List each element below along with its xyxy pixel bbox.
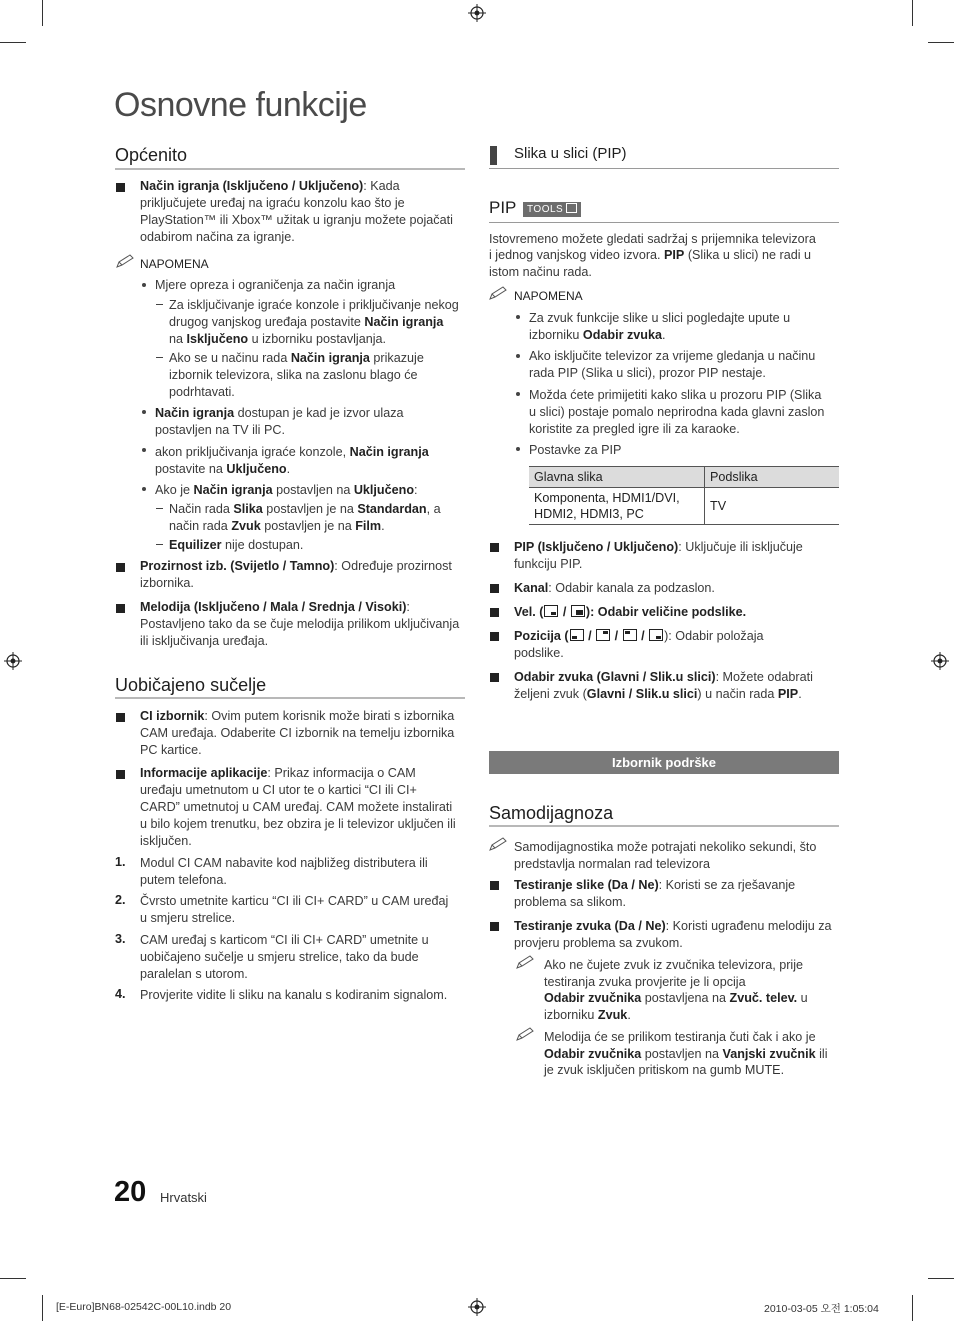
text-line: postavite na Uključeno. xyxy=(155,462,291,476)
section-title-samodijagnoza: Samodijagnoza xyxy=(489,803,614,823)
bullet-dot xyxy=(142,283,146,287)
text-line: izborniku Odabir zvuka. xyxy=(529,328,666,342)
step-number: 4. xyxy=(115,987,126,1001)
text-line: postavljen na TV ili PC. xyxy=(155,423,285,437)
bullet-square xyxy=(490,922,499,931)
registration-mark-icon xyxy=(931,652,949,670)
text-line: u slici) postaje pomalo neprirodna kada glavni zaslon xyxy=(529,405,825,419)
position-bottom-right-icon xyxy=(649,629,663,641)
bullet-square xyxy=(490,543,499,552)
text-line: na Isključeno u izborniku postavljanja. xyxy=(169,332,387,346)
text-line: provjeru problema sa zvukom. xyxy=(514,936,683,950)
section-marker xyxy=(490,146,497,165)
section-title-pip: Slika u slici (PIP) xyxy=(514,145,627,162)
text-line: Equilizer nije dostupan. xyxy=(169,538,304,552)
crop-mark xyxy=(912,0,913,26)
item-pip: PIP (Isključeno / Uključeno): Uključuje ili isključuje xyxy=(514,540,803,554)
text-line: željeni zvuk (Glavni / Slik.u slici) u način rada PIP. xyxy=(514,687,802,701)
text-line: podslike. xyxy=(514,646,564,660)
bullet-dot xyxy=(516,447,520,451)
step-number: 3. xyxy=(115,932,126,946)
text-line: CAM uređaj s karticom “CI ili CI+ CARD” umetnite u xyxy=(140,933,429,947)
text-line: ili isključivanja uređaja. xyxy=(140,634,269,648)
bullet-square xyxy=(490,608,499,617)
crop-mark xyxy=(928,42,954,43)
footer-file: [E-Euro]BN68-02542C-00L10.indb 20 xyxy=(56,1301,232,1313)
size-small-icon xyxy=(544,605,558,617)
bullet-dash xyxy=(156,357,163,358)
bullet-dash xyxy=(156,304,163,305)
text-line: odabirom načina za igranje. xyxy=(140,230,295,244)
section-rule xyxy=(115,697,465,699)
step-number: 1. xyxy=(115,855,126,869)
text-line: izbornika. xyxy=(140,576,194,590)
item-ci-izbornik: CI izbornik: Ovim putem korisnik može birati s izbornika xyxy=(140,709,455,723)
note-label: NAPOMENA xyxy=(140,257,209,271)
registration-mark-icon xyxy=(468,4,486,22)
item-informacije-aplikacije: Informacije aplikacije: Prikaz informacija o CAM xyxy=(140,766,416,780)
text-line: paralelan s utorom. xyxy=(140,967,248,981)
text-line: i jednog vanjskog video izvora. PIP (Slika u slici) ne radi u xyxy=(489,248,812,262)
crop-mark xyxy=(42,0,43,26)
table-header-row xyxy=(529,467,839,488)
text-line: uobičajeno sučelje u smjeru strelice, tako da bude xyxy=(140,950,419,964)
text-line: CAM uređaja. Odaberite CI izbornik na temelju izbornika xyxy=(140,726,455,740)
text-line: drugog vanjskog uređaja postavite Način igranja xyxy=(169,315,444,329)
text-line: predstavlja normalan rad televizora xyxy=(514,857,711,871)
item-prozirnost: Prozirnost izb. (Svijetlo / Tamno): Određuje prozirnost xyxy=(140,559,452,573)
item-odabir-zvuka: Odabir zvuka (Glavni / Slik.u slici): Možete odabrati xyxy=(514,670,813,684)
text-line: CARD” umetnutoj u CAM uređaj. CAM možete instalirati xyxy=(140,800,453,814)
text-line: način rada Zvuk postavljen je na Film. xyxy=(169,519,385,533)
bullet-square xyxy=(116,713,125,722)
bullet-square xyxy=(490,632,499,641)
registration-mark-icon xyxy=(4,652,22,670)
size-large-icon xyxy=(571,605,585,617)
table-header: Podslika xyxy=(705,467,840,488)
text-line: podrhtavati. xyxy=(169,385,235,399)
position-top-right-icon xyxy=(596,629,610,641)
crop-mark xyxy=(928,1278,954,1279)
footer-date: 2010-03-05 오전 1:05:04 xyxy=(764,1303,879,1315)
text-line: Istovremeno možete gledati sadržaj s prijemnika televizora xyxy=(489,232,816,246)
section-rule xyxy=(489,825,839,827)
text-line: Postavljeno tako da se čuje melodija prilikom uključivanja xyxy=(140,617,460,631)
text-line: u smjeru strelice. xyxy=(140,911,236,925)
text-line: Način rada Slika postavljen je na Standardan, a xyxy=(169,502,441,516)
note-pencil-icon xyxy=(489,286,509,300)
page-title: Osnovne funkcije xyxy=(114,86,367,124)
text-line: Postavke za PIP xyxy=(529,443,622,457)
text-line: u bilo kojem trenutku, bez obzira je li televizor uključen ili xyxy=(140,817,456,831)
bullet-square xyxy=(116,563,125,572)
bullet-square xyxy=(490,584,499,593)
bullet-dot xyxy=(142,448,146,452)
language-label: Hrvatski xyxy=(160,1190,207,1205)
crop-mark xyxy=(912,1295,913,1321)
text-line: istom načinu rada. xyxy=(489,265,592,279)
text-line: PlayStation™ ili Xbox™ užitak u igranju možete pojačati xyxy=(140,213,453,227)
table-row xyxy=(529,488,839,525)
section-rule xyxy=(489,222,839,223)
menu-bar-izbornik-podrske: Izbornik podrške xyxy=(489,751,839,774)
bullet-square xyxy=(116,183,125,192)
crop-mark xyxy=(0,42,26,43)
text-line: je zvuk isključen pritiskom na gumb MUTE. xyxy=(544,1063,785,1077)
text-line: izbornik televizora, slika na zaslonu blago će xyxy=(169,368,418,382)
item-testiranje-zvuka: Testiranje zvuka (Da / Ne): Koristi ugrađenu melodiju za xyxy=(514,919,832,933)
text-line: funkciju PIP. xyxy=(514,557,583,571)
text-line: izborniku Zvuk. xyxy=(544,1008,631,1022)
bullet-dash xyxy=(156,508,163,509)
bullet-square xyxy=(116,770,125,779)
text-line: Mjere opreza i ograničenja za način igranja xyxy=(155,278,396,292)
text-line: Ako je Način igranja postavljen na Uključeno: xyxy=(155,483,418,497)
registration-mark-icon xyxy=(468,1298,486,1316)
step-number: 2. xyxy=(115,893,126,907)
note-pencil-icon xyxy=(116,254,136,268)
item-nacin-igranja: Način igranja (Isključeno / Uključeno): Kada xyxy=(140,179,400,193)
text-line: Ako se u načinu rada Način igranja prikazuje xyxy=(169,351,424,365)
text-line: koristite za pregled igre ili za karaoke. xyxy=(529,422,740,436)
crop-mark xyxy=(0,1278,26,1279)
text-line: priključujete uređaj na igraću konzolu kao što je xyxy=(140,196,405,210)
position-top-left-icon xyxy=(623,629,637,641)
section-title-opcenito: Općenito xyxy=(115,145,188,165)
text-line: Modul CI CAM nabavite kod najbližeg distributera ili xyxy=(140,856,428,870)
tools-icon xyxy=(566,203,577,213)
text-line: Ako isključite televizor za vrijeme gledanja u načinu xyxy=(529,349,816,363)
note-pencil-icon xyxy=(516,1027,536,1041)
bullet-dot xyxy=(142,410,146,414)
section-rule xyxy=(489,168,839,169)
text-line: problema sa slikom. xyxy=(514,895,626,909)
text-line: testiranja zvuka provjerite je li opcija xyxy=(544,975,746,989)
section-title-uobicajeno-sucelje: Uobičajeno sučelje xyxy=(115,675,267,695)
text-line: Način igranja dostupan je kad je izvor ulaza xyxy=(155,406,404,420)
text-line: isključen. xyxy=(140,834,192,848)
item-pozicija: Pozicija ( / / / ): Odabir položaja xyxy=(514,629,764,643)
item-velicina: Vel. ( / ): Odabir veličine podslike. xyxy=(514,605,747,619)
item-kanal: Kanal: Odabir kanala za podzaslon. xyxy=(514,581,715,595)
text-line: Ako ne čujete zvuk iz zvučnika televizora, prije xyxy=(544,958,803,972)
text-line: Odabir zvučnika postavljen na Vanjski zvučnik ili xyxy=(544,1047,828,1061)
tools-badge: TOOLS xyxy=(523,202,581,217)
section-rule xyxy=(115,168,465,170)
text-line: putem telefona. xyxy=(140,873,227,887)
pip-title: PIP xyxy=(489,198,517,217)
item-testiranje-slike: Testiranje slike (Da / Ne): Koristi se za rješavanje xyxy=(514,878,796,892)
bullet-dash xyxy=(156,544,163,545)
text-line: Čvrsto umetnite karticu “CI ili CI+ CARD” u CAM uređaj xyxy=(140,894,449,908)
bullet-dot xyxy=(516,354,520,358)
bullet-dot xyxy=(516,315,520,319)
note-label: NAPOMENA xyxy=(514,289,583,303)
text-line: Za isključivanje igraće konzole i priključivanje nekog xyxy=(169,298,459,312)
crop-mark xyxy=(42,1295,43,1321)
text-line: akon priključivanja igraće konzole, Način igranja xyxy=(155,445,429,459)
text-line: Za zvuk funkcije slike u slici pogledajte upute u xyxy=(529,311,791,325)
note-pencil-icon xyxy=(516,955,536,969)
text-line: Odabir zvučnika postavljena na Zvuč. telev. u xyxy=(544,991,808,1005)
note-pencil-icon xyxy=(489,837,509,851)
text-line: Provjerite vidite li sliku na kanalu s kodiranim signalom. xyxy=(140,988,448,1002)
table-cell: Komponenta, HDMI1/DVI, HDMI2, HDMI3, PC xyxy=(529,488,705,525)
bullet-square xyxy=(490,673,499,682)
table-header: Glavna slika xyxy=(529,467,705,488)
item-melodija: Melodija (Isključeno / Mala / Srednja / Visoki): xyxy=(140,600,410,614)
bullet-square xyxy=(490,881,499,890)
text-line: uređaju umetnutom u CI utor te o kartici “CI ili CI+ xyxy=(140,783,417,797)
bullet-square xyxy=(116,604,125,613)
text-line: rada PIP (Slika u slici), prozor PIP nestaje. xyxy=(529,366,766,380)
text-line: PC kartice. xyxy=(140,743,202,757)
pip-settings-table xyxy=(529,466,839,525)
position-bottom-left-icon xyxy=(570,629,584,641)
text-line: Samodijagnostika može potrajati nekoliko sekundi, što xyxy=(514,840,817,854)
text-line: Melodija će se prilikom testiranja čuti čak i ako je xyxy=(544,1030,816,1044)
bullet-dot xyxy=(142,487,146,491)
page-number: 20 xyxy=(114,1176,147,1208)
text-line: Možda ćete primijetiti kako slika u prozoru PIP (Slika xyxy=(529,388,822,402)
bullet-dot xyxy=(516,392,520,396)
table-cell: TV xyxy=(705,488,840,525)
